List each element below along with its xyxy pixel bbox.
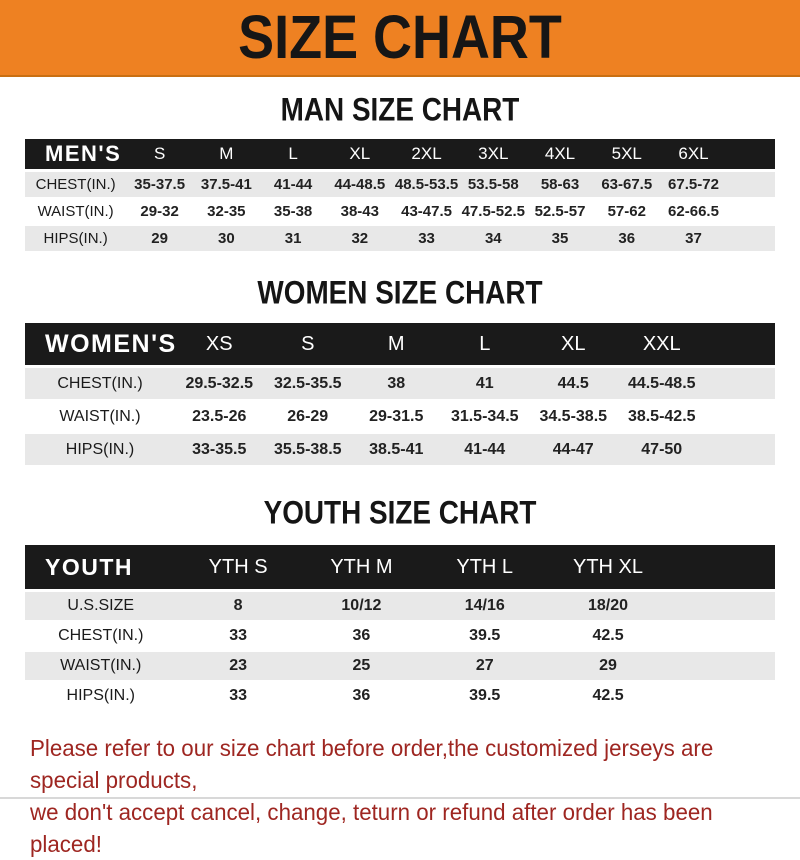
header-spacer-cell (727, 139, 775, 172)
size-value-cell: 29-31.5 (352, 401, 441, 434)
size-value-cell: 32-35 (193, 199, 260, 226)
size-value-cell: 37.5-41 (193, 172, 260, 199)
size-value-cell: 53.5-58 (460, 172, 527, 199)
size-chart-sections (0, 92, 800, 712)
size-value-cell: 14/16 (423, 592, 546, 622)
size-value-cell: 35-37.5 (126, 172, 193, 199)
spacer-cell (727, 172, 775, 199)
women-size-chart-section (0, 275, 800, 467)
size-column-header: 5XL (593, 139, 660, 172)
size-value-cell: 35-38 (260, 199, 327, 226)
size-column-header: 3XL (460, 139, 527, 172)
size-value-cell: 63-67.5 (593, 172, 660, 199)
measurement-label: WAIST(IN.) (25, 401, 175, 434)
size-value-cell: 62-66.5 (660, 199, 727, 226)
size-value-cell: 43-47.5 (393, 199, 460, 226)
table-row (25, 401, 775, 434)
size-column-header: M (352, 323, 441, 368)
women-table-body (25, 368, 775, 467)
size-value-cell: 41-44 (260, 172, 327, 199)
size-value-cell: 41 (441, 368, 530, 401)
size-value-cell: 32 (326, 226, 393, 253)
size-value-cell: 31.5-34.5 (441, 401, 530, 434)
measurement-label: HIPS(IN.) (25, 434, 175, 467)
size-column-header: YTH XL (546, 545, 669, 592)
spacer-cell (670, 622, 775, 652)
size-column-header: XXL (618, 323, 707, 368)
banner-title: SIZE CHART (238, 2, 562, 72)
spacer-cell (727, 199, 775, 226)
men-table-head (25, 139, 775, 172)
size-value-cell: 36 (300, 622, 423, 652)
header-spacer-cell (706, 323, 775, 368)
size-value-cell: 33 (176, 622, 299, 652)
size-value-cell: 30 (193, 226, 260, 253)
size-value-cell: 39.5 (423, 622, 546, 652)
size-value-cell: 34.5-38.5 (529, 401, 618, 434)
size-value-cell: 33 (176, 682, 299, 712)
men-size-table (25, 139, 775, 253)
size-column-header: M (193, 139, 260, 172)
spacer-cell (670, 682, 775, 712)
size-column-header: XS (175, 323, 264, 368)
size-value-cell: 29 (126, 226, 193, 253)
size-value-cell: 26-29 (264, 401, 353, 434)
size-value-cell: 38 (352, 368, 441, 401)
measurement-label: U.S.SIZE (25, 592, 176, 622)
size-value-cell: 25 (300, 652, 423, 682)
table-row (25, 682, 775, 712)
youth-size-chart-section (0, 495, 800, 712)
size-column-header: L (441, 323, 530, 368)
size-value-cell: 35 (527, 226, 594, 253)
size-value-cell: 42.5 (546, 622, 669, 652)
men-size-chart-section (0, 92, 800, 253)
size-value-cell: 58-63 (527, 172, 594, 199)
size-value-cell: 29-32 (126, 199, 193, 226)
table-row (25, 652, 775, 682)
spacer-cell (670, 592, 775, 622)
youth-size-table (25, 545, 775, 712)
bottom-divider (0, 797, 800, 799)
men-chart-title: MAN SIZE CHART (280, 90, 520, 129)
size-value-cell: 10/12 (300, 592, 423, 622)
youth-chart-title: YOUTH SIZE CHART (263, 493, 537, 532)
youth-header-row (25, 545, 775, 592)
table-row (25, 592, 775, 622)
size-value-cell: 36 (593, 226, 660, 253)
size-value-cell: 31 (260, 226, 327, 253)
measurement-label: CHEST(IN.) (25, 172, 126, 199)
size-value-cell: 32.5-35.5 (264, 368, 353, 401)
table-row (25, 199, 775, 226)
spacer-cell (706, 401, 775, 434)
measurement-label: WAIST(IN.) (25, 652, 176, 682)
size-value-cell: 35.5-38.5 (264, 434, 353, 467)
women-size-table (25, 323, 775, 467)
notice-line-1: Please refer to our size chart before order,the customized jerseys are special products, (30, 735, 714, 793)
size-column-header: S (264, 323, 353, 368)
size-value-cell: 29 (546, 652, 669, 682)
size-value-cell: 37 (660, 226, 727, 253)
size-value-cell: 42.5 (546, 682, 669, 712)
size-value-cell: 41-44 (441, 434, 530, 467)
size-value-cell: 57-62 (593, 199, 660, 226)
spacer-cell (706, 434, 775, 467)
size-value-cell: 18/20 (546, 592, 669, 622)
size-column-header: XL (529, 323, 618, 368)
size-value-cell: 47-50 (618, 434, 707, 467)
measurement-label: WAIST(IN.) (25, 199, 126, 226)
size-value-cell: 52.5-57 (527, 199, 594, 226)
size-value-cell: 34 (460, 226, 527, 253)
size-column-header: S (126, 139, 193, 172)
women-header-row (25, 323, 775, 368)
size-value-cell: 23 (176, 652, 299, 682)
youth-table-body (25, 592, 775, 712)
size-value-cell: 27 (423, 652, 546, 682)
size-value-cell: 39.5 (423, 682, 546, 712)
header-spacer-cell (670, 545, 775, 592)
size-value-cell: 48.5-53.5 (393, 172, 460, 199)
spacer-cell (706, 368, 775, 401)
measurement-label: HIPS(IN.) (25, 682, 176, 712)
notice-line-2: we don't accept cancel, change, teturn or refund after order has been placed! (30, 799, 713, 857)
size-value-cell: 23.5-26 (175, 401, 264, 434)
measurement-label: HIPS(IN.) (25, 226, 126, 253)
table-row (25, 434, 775, 467)
size-value-cell: 33-35.5 (175, 434, 264, 467)
men-header-row (25, 139, 775, 172)
size-column-header: YTH S (176, 545, 299, 592)
spacer-cell (727, 226, 775, 253)
men-table-title: MEN'S (25, 139, 126, 172)
size-column-header: XL (326, 139, 393, 172)
size-column-header: 6XL (660, 139, 727, 172)
size-value-cell: 44-47 (529, 434, 618, 467)
size-column-header: YTH M (300, 545, 423, 592)
size-column-header: 2XL (393, 139, 460, 172)
size-value-cell: 33 (393, 226, 460, 253)
size-column-header: YTH L (423, 545, 546, 592)
size-column-header: L (260, 139, 327, 172)
size-value-cell: 67.5-72 (660, 172, 727, 199)
women-table-head (25, 323, 775, 368)
women-chart-title: WOMEN SIZE CHART (257, 273, 543, 312)
table-row (25, 622, 775, 652)
men-table-body (25, 172, 775, 253)
footer-notice (0, 732, 800, 860)
size-value-cell: 29.5-32.5 (175, 368, 264, 401)
banner (0, 0, 800, 77)
size-value-cell: 38.5-42.5 (618, 401, 707, 434)
table-row (25, 226, 775, 253)
size-value-cell: 38.5-41 (352, 434, 441, 467)
size-value-cell: 44-48.5 (326, 172, 393, 199)
size-value-cell: 44.5-48.5 (618, 368, 707, 401)
table-row (25, 368, 775, 401)
women-table-title: WOMEN'S (25, 323, 175, 368)
measurement-label: CHEST(IN.) (25, 622, 176, 652)
size-value-cell: 8 (176, 592, 299, 622)
table-row (25, 172, 775, 199)
size-value-cell: 44.5 (529, 368, 618, 401)
youth-table-head (25, 545, 775, 592)
measurement-label: CHEST(IN.) (25, 368, 175, 401)
size-column-header: 4XL (527, 139, 594, 172)
size-value-cell: 47.5-52.5 (460, 199, 527, 226)
youth-table-title: YOUTH (25, 545, 176, 592)
spacer-cell (670, 652, 775, 682)
size-value-cell: 36 (300, 682, 423, 712)
size-value-cell: 38-43 (326, 199, 393, 226)
